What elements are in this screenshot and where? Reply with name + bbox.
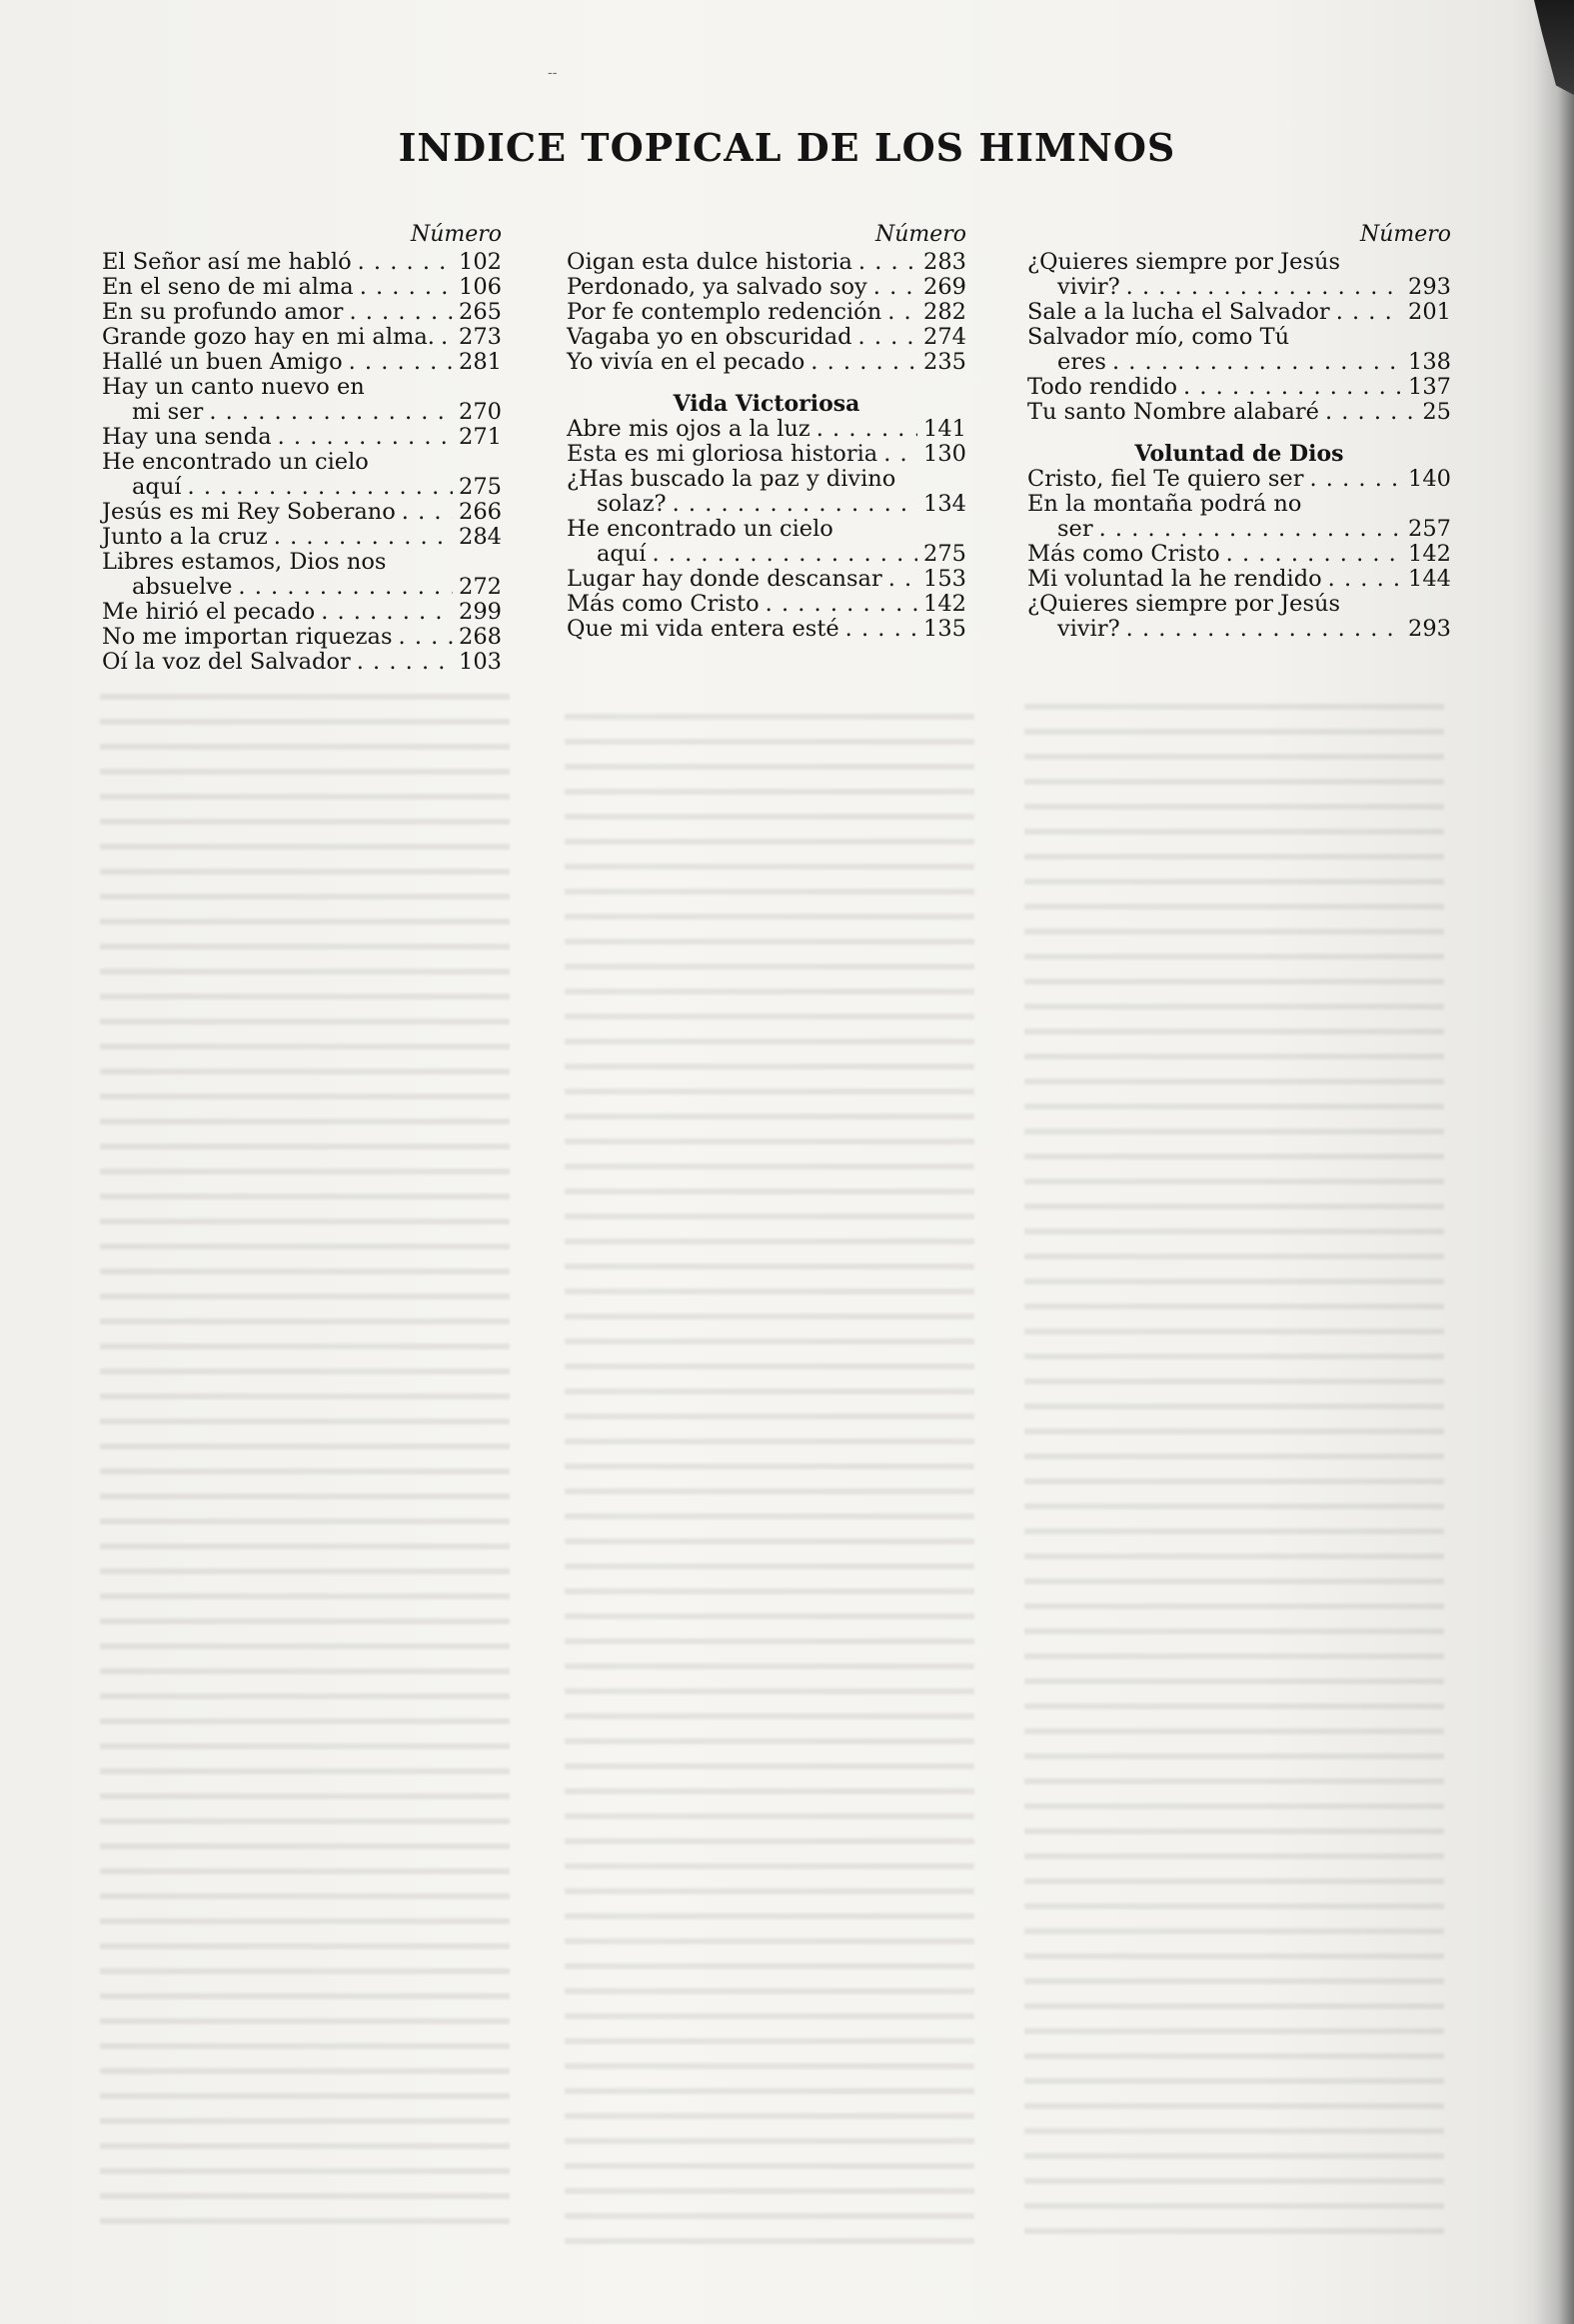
leader-dots: [1126, 275, 1402, 300]
entry-title: Tu santo Nombre alabaré: [1027, 399, 1319, 425]
hymn-number: 281: [459, 349, 502, 375]
leader-dots: [358, 250, 453, 275]
index-entry: [567, 592, 966, 617]
hymn-number: 299: [459, 599, 502, 625]
entry-title-line: He encontrado un cielo: [567, 516, 833, 542]
leader-dots: [1325, 400, 1415, 425]
leader-dots: [673, 492, 917, 517]
hymn-number: 273: [459, 324, 502, 350]
entry-title: Me hirió el pecado: [102, 599, 316, 625]
leader-dots: [887, 300, 917, 325]
page-title: INDICE TOPICAL DE LOS HIMNOS: [398, 125, 1176, 170]
hymn-number: 103: [459, 649, 502, 675]
leader-dots: [357, 650, 453, 675]
leader-dots: [349, 350, 453, 375]
entry-title-line: He encontrado un cielo: [102, 449, 369, 475]
column-entries: [1027, 250, 1451, 642]
entry-title: Vagaba yo en obscuridad: [567, 324, 852, 350]
hymn-number: 138: [1408, 349, 1451, 375]
index-entry: [102, 525, 502, 550]
leader-dots: [1336, 300, 1402, 325]
leader-dots: [1328, 567, 1402, 592]
leader-dots: [441, 325, 453, 350]
index-entry: [102, 550, 502, 600]
leader-dots: [402, 500, 453, 525]
index-entry: [1027, 492, 1451, 542]
index-entry: [102, 625, 502, 650]
leader-dots: [321, 600, 453, 625]
column-header-numero: Número: [410, 222, 502, 247]
entry-title: solaz?: [597, 491, 667, 517]
column-entries: [102, 250, 502, 675]
entry-title: Sale a la lucha el Salvador: [1027, 299, 1330, 325]
entry-title: ser: [1057, 516, 1093, 542]
hymn-number: 135: [923, 616, 966, 642]
column-header-numero: Número: [1359, 222, 1451, 247]
hymn-number: 270: [459, 399, 502, 425]
bleed-through-text: [1024, 690, 1444, 2249]
entry-title: Por fe contemplo redención: [567, 299, 882, 325]
index-entry: [567, 417, 966, 442]
index-entry: [102, 375, 502, 425]
index-entry: [102, 325, 502, 350]
index-entry: [1027, 250, 1451, 300]
top-mark: --: [548, 65, 558, 81]
index-entry: [567, 617, 966, 642]
hymn-number: 282: [923, 299, 966, 325]
hymn-number: 293: [1408, 274, 1451, 300]
entry-title: Oí la voz del Salvador: [102, 649, 351, 675]
leader-dots: [1309, 467, 1402, 492]
index-entry: [567, 467, 966, 517]
entry-title: Más como Cristo: [567, 591, 760, 617]
leader-dots: [1226, 542, 1402, 567]
hymn-number: 235: [923, 349, 966, 375]
entry-title: vivir?: [1057, 616, 1120, 642]
bleed-through-text: [100, 680, 510, 2239]
index-entry: [1027, 542, 1451, 567]
index-entry: [102, 450, 502, 500]
leader-dots: [209, 400, 453, 425]
entry-title-line: En la montaña podrá no: [1027, 491, 1302, 517]
hymn-number: 102: [459, 249, 502, 275]
entry-title: Lugar hay donde descansar: [567, 566, 882, 592]
hymn-number: 201: [1408, 299, 1451, 325]
index-entry: [567, 567, 966, 592]
index-entry: [567, 325, 966, 350]
hymn-number: 293: [1408, 616, 1451, 642]
leader-dots: [883, 442, 917, 467]
leader-dots: [858, 250, 917, 275]
leader-dots: [810, 350, 917, 375]
hymn-number: 272: [459, 574, 502, 600]
bleed-through-text: [565, 700, 974, 2259]
hymn-number: 153: [923, 566, 966, 592]
index-entry: [567, 275, 966, 300]
entry-title: No me importan riquezas: [102, 624, 393, 650]
leader-dots: [274, 525, 453, 550]
index-column-2: [567, 222, 966, 642]
index-entry: [1027, 325, 1451, 375]
leader-dots: [278, 425, 453, 450]
hymn-number: 275: [459, 474, 502, 500]
entry-title: Todo rendido: [1027, 374, 1178, 400]
leader-dots: [1126, 617, 1402, 642]
index-entry: [102, 250, 502, 275]
entry-title: Que mi vida entera esté: [567, 616, 839, 642]
entry-title-line: ¿Has buscado la paz y divino: [567, 466, 896, 492]
index-entry: [102, 650, 502, 675]
entry-title: En su profundo amor: [102, 299, 344, 325]
hymn-number: 142: [1408, 541, 1451, 567]
index-entry: [567, 517, 966, 567]
entry-title: Abre mis ojos a la luz: [567, 416, 810, 442]
entry-title: Oigan esta dulce historia: [567, 249, 852, 275]
entry-title: Jesús es mi Rey Soberano: [102, 499, 396, 525]
hymn-number: 137: [1408, 374, 1451, 400]
index-entry: [1027, 375, 1451, 400]
entry-title: Hay una senda: [102, 424, 272, 450]
column-entries: [567, 250, 966, 642]
leader-dots: [873, 275, 917, 300]
leader-dots: [1183, 375, 1402, 400]
entry-title: En el seno de mi alma: [102, 274, 354, 300]
hymn-number: 106: [459, 274, 502, 300]
hymn-number: 265: [459, 299, 502, 325]
entry-title: Esta es mi gloriosa historia: [567, 441, 878, 467]
hymn-number: 271: [459, 424, 502, 450]
hymn-number: 144: [1408, 566, 1451, 592]
leader-dots: [858, 325, 918, 350]
index-entry: [1027, 567, 1451, 592]
section-heading: Vida Victoriosa: [673, 391, 860, 417]
leader-dots: [349, 300, 453, 325]
index-entry: [1027, 592, 1451, 642]
index-column-3: [1027, 222, 1451, 642]
entry-title: aquí: [597, 541, 647, 567]
leader-dots: [1099, 517, 1402, 542]
leader-dots: [766, 592, 917, 617]
entry-title-line: Salvador mío, como Tú: [1027, 324, 1290, 350]
entry-title: Grande gozo hay en mi alma.: [102, 324, 435, 350]
entry-title-line: ¿Quieres siempre por Jesús: [1027, 249, 1341, 275]
hymn-number: 130: [923, 441, 966, 467]
index-entry: [1027, 467, 1451, 492]
leader-dots: [238, 575, 453, 600]
index-entry: [102, 500, 502, 525]
entry-title: aquí: [132, 474, 182, 500]
entry-title: eres: [1057, 349, 1106, 375]
entry-title-line: ¿Quieres siempre por Jesús: [1027, 591, 1341, 617]
hymn-number: 274: [923, 324, 966, 350]
index-entry: [1027, 300, 1451, 325]
hymn-number: 266: [459, 499, 502, 525]
leader-dots: [816, 417, 917, 442]
index-entry: [102, 600, 502, 625]
index-entry: [567, 442, 966, 467]
hymn-number: 257: [1408, 516, 1451, 542]
page-edge-shadow: [1534, 0, 1574, 2324]
index-entry: [102, 425, 502, 450]
hymn-number: 283: [923, 249, 966, 275]
entry-title: Más como Cristo: [1027, 541, 1220, 567]
index-entry: [567, 350, 966, 375]
leader-dots: [188, 475, 454, 500]
entry-title: Mi voluntad la he rendido: [1027, 566, 1322, 592]
hymn-number: 268: [459, 624, 502, 650]
entry-title: Cristo, fiel Te quiero ser: [1027, 466, 1304, 492]
entry-title: El Señor así me habló: [102, 249, 352, 275]
index-entry: [102, 300, 502, 325]
hymn-number: 25: [1422, 399, 1451, 425]
entry-title: Yo vivía en el pecado: [567, 349, 805, 375]
entry-title: Junto a la cruz: [102, 524, 268, 550]
entry-title-line: Libres estamos, Dios nos: [102, 549, 387, 575]
index-entry: [567, 300, 966, 325]
leader-dots: [888, 567, 917, 592]
entry-title: absuelve: [132, 574, 233, 600]
hymn-number: 142: [923, 591, 966, 617]
entry-title: vivir?: [1057, 274, 1120, 300]
hymn-number: 134: [923, 491, 966, 517]
entry-title: Perdonado, ya salvado soy: [567, 274, 867, 300]
leader-dots: [1112, 350, 1402, 375]
index-entry: [102, 275, 502, 300]
hymn-number: 140: [1408, 466, 1451, 492]
entry-title: Hallé un buen Amigo: [102, 349, 343, 375]
hymn-number: 275: [923, 541, 966, 567]
hymn-number: 284: [459, 524, 502, 550]
leader-dots: [399, 625, 454, 650]
entry-title-line: Hay un canto nuevo en: [102, 374, 365, 400]
hymn-number: 141: [923, 416, 966, 442]
index-entry: [1027, 400, 1451, 425]
index-entry: [102, 350, 502, 375]
column-header-numero: Número: [874, 222, 966, 247]
index-column-1: [102, 222, 502, 675]
entry-title: mi ser: [132, 399, 204, 425]
leader-dots: [360, 275, 453, 300]
index-entry: [567, 250, 966, 275]
hymn-number: 269: [923, 274, 966, 300]
leader-dots: [653, 542, 918, 567]
leader-dots: [845, 617, 917, 642]
section-heading: Voluntad de Dios: [1134, 441, 1344, 467]
